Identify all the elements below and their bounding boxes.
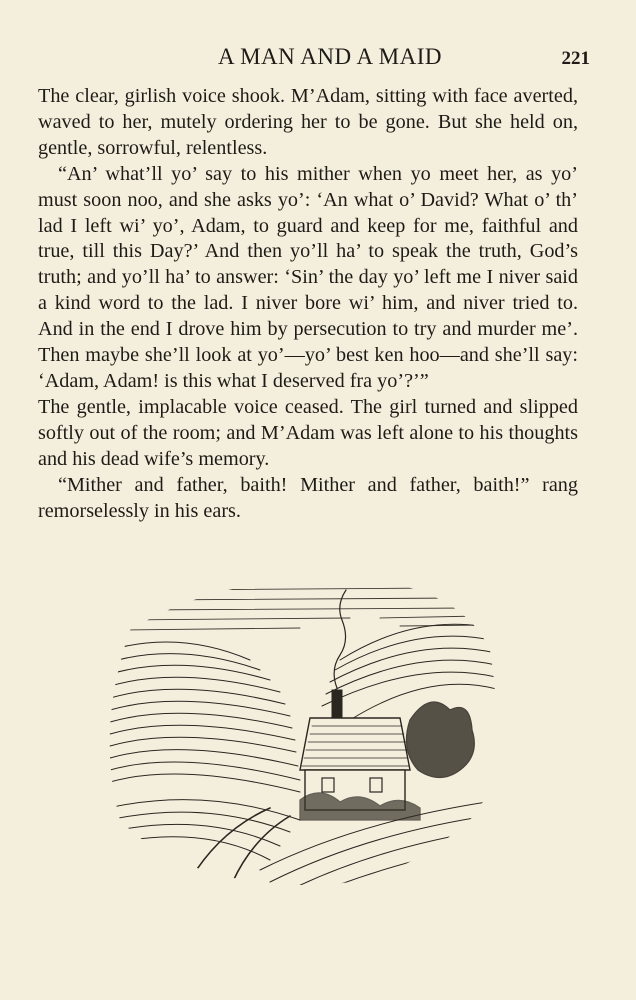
page-number: 221 — [561, 48, 590, 69]
paragraph: “Mither and father, baith! Mither and father, baith!” rang remorselessly in his ears. — [38, 473, 578, 522]
body-text — [38, 84, 578, 524]
paragraph: “An’ what’ll yo’ say to his mither when yo meet her, as yo’ must soon noo, and she asks yo’: ‘An what o’ David? What o’ th’ lad I left wi’ yo’, Adam, to guard and keep for me, faithful and true, till this Day?’ And then yo’ll ha’ to speak the truth, God’s truth; and yo’ll ha’ to answer: ‘Sin’ the day yo’ left me I niver said a kind word to the lad. I niver bore wi’ him, and niver tried to. And in the end I drove him by persecution to try and murder me’. Then maybe she’ll look at yo’—yo’ best ken hoo—and she’ll say: ‘Adam, Adam! is this what I deserved fra yo’?’” — [38, 162, 578, 392]
paragraph: The clear, girlish voice shook. M’Adam, sitting with face averted, waved to her, mutely ordering her to be gone. But she held on, gentle, sorrowful, relentless. — [38, 85, 578, 159]
cottage-illustration — [100, 570, 500, 890]
page-header — [60, 42, 590, 76]
running-title: A MAN AND A MAID — [218, 44, 442, 69]
paragraph: The gentle, implacable voice ceased. The girl turned and slipped softly out of the room; and M’Adam was left alone to his thoughts and his dead wife’s memory. — [38, 395, 578, 470]
